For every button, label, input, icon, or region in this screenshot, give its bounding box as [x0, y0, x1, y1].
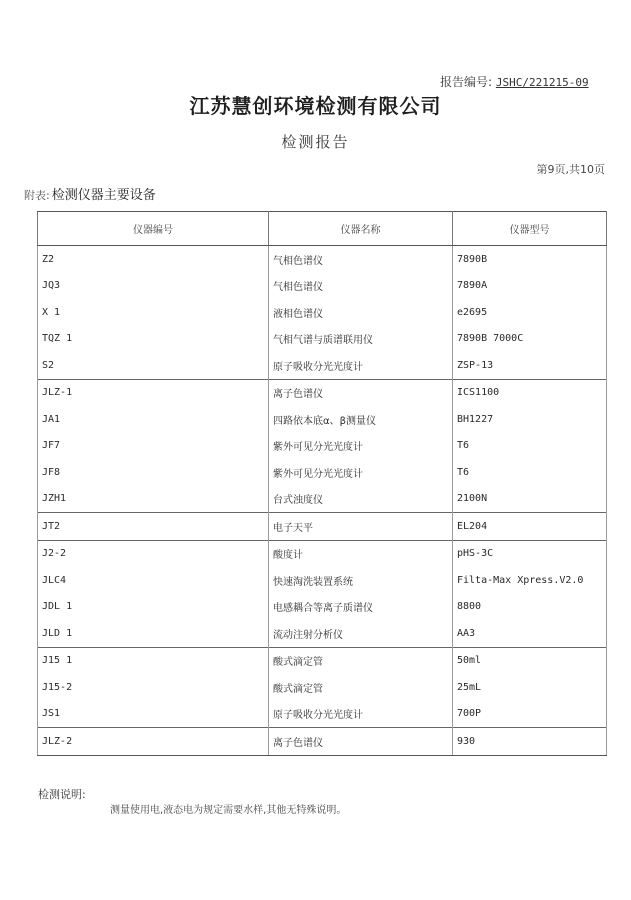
instrument-no: Z2: [38, 246, 269, 273]
instrument-model: 2100N: [453, 486, 607, 513]
instrument-no: JLD 1: [38, 620, 269, 647]
instrument-no: JDL 1: [38, 594, 269, 621]
instrument-no: J2-2: [38, 540, 269, 567]
equipment-table: [37, 211, 607, 756]
instrument-name: 离子色谱仪: [269, 379, 453, 406]
instrument-name: 电子天平: [269, 513, 453, 541]
instrument-no: J15 1: [38, 647, 269, 674]
table-row: [38, 406, 607, 433]
instrument-model: Filta-Max Xpress.V2.0: [453, 567, 607, 594]
attachment-title: [24, 184, 156, 203]
instrument-name: 台式浊度仪: [269, 486, 453, 513]
instrument-no: JLZ-1: [38, 379, 269, 406]
table-row: [38, 540, 607, 567]
column-header-no: 仪器编号: [38, 212, 269, 246]
table-row: [38, 594, 607, 621]
table-row: [38, 728, 607, 756]
notes-text: 测量使用电,液态电为规定需要水样,其他无特殊说明。: [110, 805, 347, 816]
table-row: [38, 567, 607, 594]
instrument-name: 四路依本底α、β测量仪: [269, 406, 453, 433]
report-number-value: JSHC/221215-09: [495, 76, 589, 89]
instrument-model: EL204: [453, 513, 607, 541]
table-row: [38, 299, 607, 326]
instrument-no: TQZ 1: [38, 326, 269, 353]
instrument-model: 50ml: [453, 647, 607, 674]
instrument-model: 930: [453, 728, 607, 756]
table-row: [38, 513, 607, 541]
instrument-name: 紫外可见分光光度计: [269, 459, 453, 486]
page-number: 第9页,共10页: [536, 163, 605, 176]
instrument-no: JF8: [38, 459, 269, 486]
table-row: [38, 647, 607, 674]
instrument-no: J15-2: [38, 674, 269, 701]
table-row: [38, 433, 607, 460]
instrument-model: e2695: [453, 299, 607, 326]
instrument-name: 酸式滴定管: [269, 647, 453, 674]
report-number-label: 报告编号:: [440, 75, 493, 89]
table-row: [38, 352, 607, 379]
instrument-no: JS1: [38, 701, 269, 728]
column-header-model: 仪器型号: [453, 212, 607, 246]
instrument-no: JZH1: [38, 486, 269, 513]
instrument-model: 7890A: [453, 273, 607, 300]
instrument-no: JLC4: [38, 567, 269, 594]
instrument-model: 7890B 7000C: [453, 326, 607, 353]
instrument-name: 酸式滴定管: [269, 674, 453, 701]
instrument-name: 快速淘洗装置系统: [269, 567, 453, 594]
table-row: [38, 459, 607, 486]
instrument-model: ICS1100: [453, 379, 607, 406]
instrument-model: T6: [453, 433, 607, 460]
table-header-row: [38, 212, 607, 246]
instrument-name: 原子吸收分光光度计: [269, 701, 453, 728]
table-row: [38, 326, 607, 353]
notes-label: 检测说明:: [38, 788, 86, 801]
instrument-name: 紫外可见分光光度计: [269, 433, 453, 460]
company-name: 江苏慧创环境检测有限公司: [189, 94, 442, 118]
instrument-model: pHS-3C: [453, 540, 607, 567]
report-number: [440, 73, 589, 90]
instrument-model: 25mL: [453, 674, 607, 701]
instrument-model: ZSP-13: [453, 352, 607, 379]
instrument-model: 8800: [453, 594, 607, 621]
table-row: [38, 674, 607, 701]
instrument-model: 7890B: [453, 246, 607, 273]
instrument-name: 气相气谱与质谱联用仪: [269, 326, 453, 353]
instrument-model: 700P: [453, 701, 607, 728]
instrument-name: 离子色谱仪: [269, 728, 453, 756]
instrument-name: 电感耦合等离子质谱仪: [269, 594, 453, 621]
instrument-name: 液相色谱仪: [269, 299, 453, 326]
instrument-name: 气相色谱仪: [269, 246, 453, 273]
instrument-name: 气相色谱仪: [269, 273, 453, 300]
instrument-no: JQ3: [38, 273, 269, 300]
attachment-prefix: 附表:: [24, 189, 50, 202]
column-header-name: 仪器名称: [269, 212, 453, 246]
table-row: [38, 246, 607, 273]
instrument-no: JA1: [38, 406, 269, 433]
instrument-name: 流动注射分析仪: [269, 620, 453, 647]
attachment-title-text: 检测仪器主要设备: [51, 188, 156, 203]
table-row: [38, 273, 607, 300]
instrument-no: JF7: [38, 433, 269, 460]
table-row: [38, 379, 607, 406]
table-row: [38, 486, 607, 513]
instrument-model: BH1227: [453, 406, 607, 433]
instrument-model: T6: [453, 459, 607, 486]
instrument-model: AA3: [453, 620, 607, 647]
instrument-name: 原子吸收分光光度计: [269, 352, 453, 379]
instrument-no: JT2: [38, 513, 269, 541]
instrument-no: X 1: [38, 299, 269, 326]
instrument-no: JLZ-2: [38, 728, 269, 756]
table-row: [38, 620, 607, 647]
table-row: [38, 701, 607, 728]
instrument-no: S2: [38, 352, 269, 379]
report-title: 检测报告: [281, 133, 350, 151]
instrument-name: 酸度计: [269, 540, 453, 567]
